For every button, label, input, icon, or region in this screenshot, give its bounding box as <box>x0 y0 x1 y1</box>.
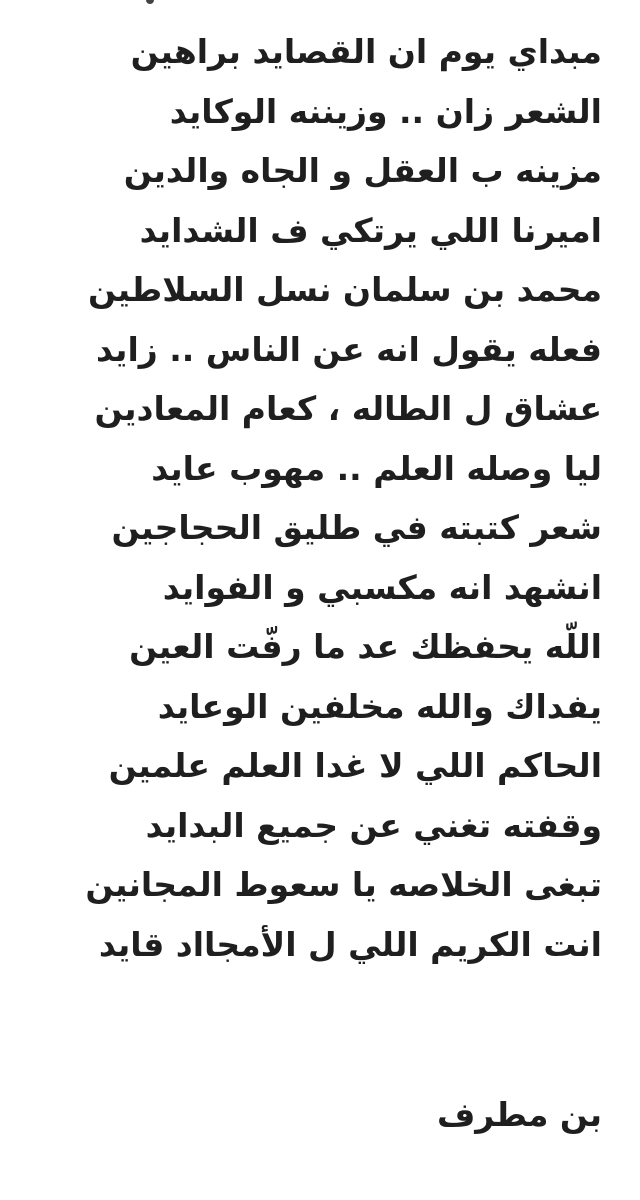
poem-line: مبداي يوم ان القصايد براهين <box>130 32 602 71</box>
poem-line: عشاق ل الطاله ، كعام المعادين <box>94 389 602 428</box>
poem-line: يفداك والله مخلفين الوعايد <box>157 686 602 726</box>
poem-line: اميرنا اللي يرتكي ف الشدايد <box>139 210 602 250</box>
camera-notch-icon <box>146 0 154 4</box>
poem-line: الحاكم اللي لا غدا العلم علمين <box>108 746 602 785</box>
poem-line: انت الكريم اللي ل الأمجااد قايد <box>98 924 602 964</box>
poem-line: شعر كتبته في طليق الحجاجين <box>111 508 602 547</box>
top-edge <box>0 0 640 8</box>
poem-lines <box>22 22 602 974</box>
poem-line: وقفته تغني عن جميع البدايد <box>145 805 602 845</box>
poem-line: اللّه يحفظك عد ما رفّت العين <box>129 627 602 666</box>
poem-line: فعله يقول انه عن الناس .. زايد <box>95 329 602 369</box>
poem-line: تبغى الخلاصه يا سعوط المجانين <box>85 865 602 904</box>
poem-line: انشهد انه مكسبي و الفوايد <box>162 567 602 607</box>
poem-line: الشعر زان .. وزيننه الوكايد <box>169 91 602 131</box>
poet-signature: بن مطرف <box>436 1095 602 1134</box>
poem-line: محمد بن سلمان نسل السلاطين <box>87 270 602 309</box>
poem-line: مزينه ب العقل و الجاه والدين <box>123 151 602 190</box>
poem-line: ليا وصله العلم .. مهوب عايد <box>151 448 602 488</box>
